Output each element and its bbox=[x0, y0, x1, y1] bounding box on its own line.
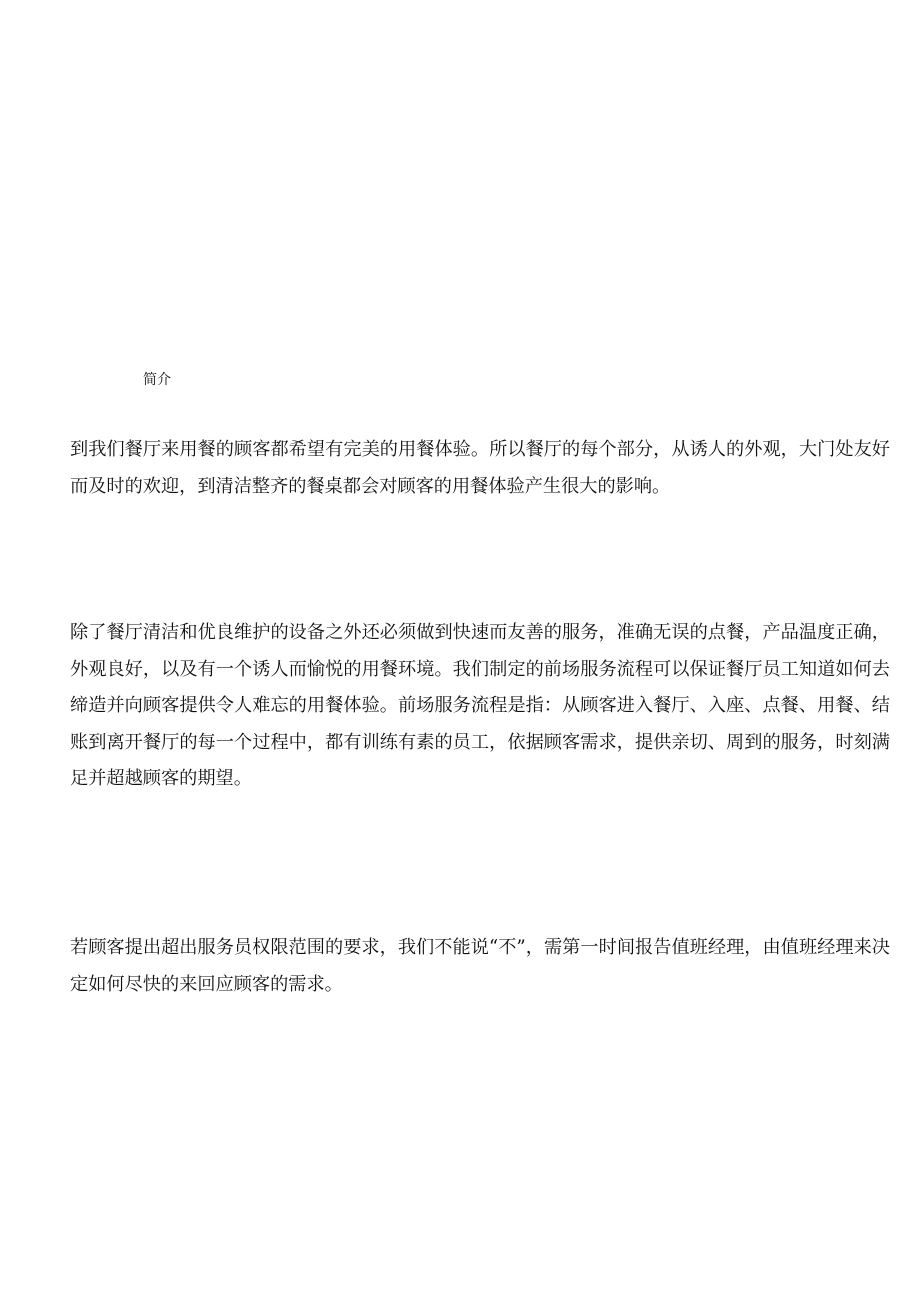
paragraph-escalation: 若顾客提出超出服务员权限范围的要求，我们不能说“不”，需第一时间报告值班经理，由值班经理来决定如何尽快的来回应顾客的需求。 bbox=[70, 937, 890, 995]
paragraph-service-flow: 除了餐厅清洁和优良维护的设备之外还必须做到快速而友善的服务，准确无误的点餐，产品温度正确，外观良好，以及有一个诱人而愉悦的用餐环境。我们制定的前场服务流程可以保证餐厅员工知道如何去缔造并向顾客提供令人难忘的用餐体验。前场服务流程是指：从顾客进入餐厅、入座、点餐、用餐、结账到离开餐厅的每一个过程中，都有训练有素的员工，依据顾客需求，提供亲切、周到的服务，时刻满足并超越顾客的期望。 bbox=[70, 622, 890, 789]
section-title: 简介 bbox=[143, 372, 171, 388]
paragraph-intro: 到我们餐厅来用餐的顾客都希望有完美的用餐体验。所以餐厅的每个部分，从诱人的外观，大门处友好而及时的欢迎，到清洁整齐的餐桌都会对顾客的用餐体验产生很大的影响。 bbox=[70, 439, 890, 497]
